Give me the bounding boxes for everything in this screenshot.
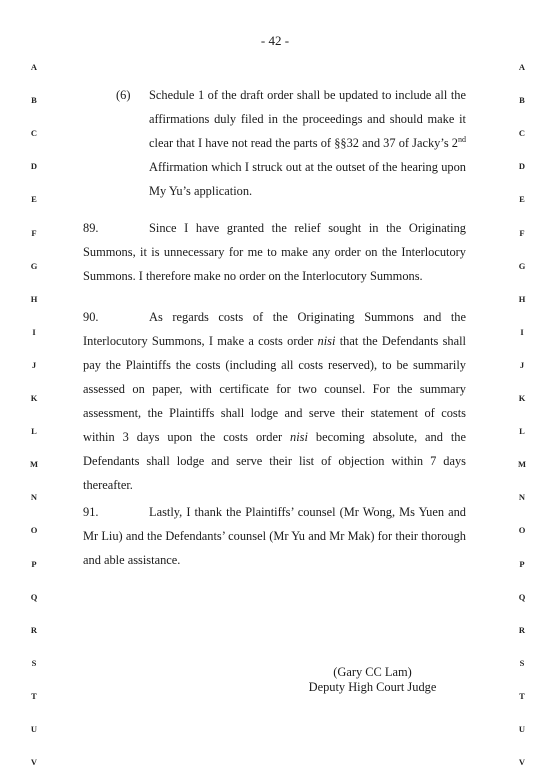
margin-letter-b: B [519,95,525,106]
margin-letter-g: G [30,260,38,271]
margin-letter-j: J [31,359,37,370]
margin-letter-r: R [30,624,38,635]
margin-letter-t: T [519,690,525,701]
margin-letter-d: D [30,161,38,172]
margin-letter-o: O [518,525,526,536]
ordinal-superscript: nd [458,134,466,144]
margin-letter-g: G [518,260,526,271]
margin-letter-a: A [30,62,38,72]
margin-letter-q: Q [30,591,38,602]
margin-letter-q: Q [518,591,526,602]
margin-letter-c: C [30,128,38,139]
judge-title: Deputy High Court Judge [308,680,437,694]
margin-letter-t: T [31,690,37,701]
margin-letter-e: E [519,194,525,205]
margin-letter-k: K [30,393,38,403]
subparagraph-number: (6) [116,88,131,102]
margin-letter-u: U [518,724,526,734]
margin-letter-a: A [518,62,526,72]
margin-letter-i: I [520,326,524,337]
paragraph-number: 90. [83,310,99,324]
margin-letter-s: S [519,657,525,668]
margin-letter-u: U [30,724,38,734]
paragraph-89 [83,216,466,288]
subparagraph-text: Schedule 1 of the draft order shall be updated to include all the affirmations duly filed in the proceedings and should make it clear that I have not read the parts of §§32 and 37 of Jacky’s 2nd Affirmation which I struck out at the outset of the hearing upon My Yu’s application. [149,88,466,198]
margin-letter-f: F [519,227,525,238]
margin-letter-o: O [30,525,38,536]
page-number: - 42 - [260,33,290,48]
margin-letter-n: N [30,492,38,503]
margin-letter-r: R [518,624,526,635]
margin-letter-h: H [518,293,526,304]
margin-letter-v: V [30,757,38,768]
margin-letter-n: N [518,492,526,503]
margin-letter-p: P [31,558,37,569]
margin-letter-m: M [29,459,39,470]
paragraph-text: Lastly, I thank the Plaintiffs’ counsel (Mr Wong, Ms Yuen and Mr Liu) and the Defendants’ counsel (Mr Yu and Mr Mak) for their thorough and able assistance. [83,505,466,567]
paragraph-number: 89. [83,221,99,235]
margin-letter-l: L [31,426,37,437]
margin-letter-l: L [519,426,525,437]
margin-letter-d: D [518,161,526,172]
margin-letter-i: I [32,326,36,337]
paragraph-text: Since I have granted the relief sought in the Originating Summons, it is unnecessary for me to make any order on the Interlocutory Summons. I therefore make no order on the Interlocutory Summons. [83,221,466,283]
paragraph-90: 90. As regards costs of the Originating Summons and the Interlocutory Summons, I make a costs order nisi that the Defendants shall pay the Plaintiffs the costs (including all costs reserved), to be summarily assessed on paper, with certificate for two counsel. For the summary assessment, the Plaintiffs shall lodge and serve their statement of costs within 3 days upon the costs order nisi becoming absolute, and the Defendants shall lodge and serve their list of objection within 7 days thereafter. [83,305,466,497]
margin-letter-v: V [518,757,526,768]
margin-letter-c: C [518,128,526,139]
paragraph-91 [83,500,466,572]
margin-letter-k: K [518,393,526,403]
paragraph-number: 91. [83,505,99,519]
margin-letter-e: E [31,194,37,205]
margin-letter-f: F [31,227,37,238]
margin-letter-p: P [519,558,525,569]
margin-letter-m: M [517,459,527,470]
judge-name: (Gary CC Lam) [333,665,412,679]
margin-letter-b: B [31,95,37,106]
margin-letter-h: H [30,293,38,304]
signature-block [280,665,465,695]
margin-letter-j: J [519,359,525,370]
margin-letter-s: S [31,657,37,668]
